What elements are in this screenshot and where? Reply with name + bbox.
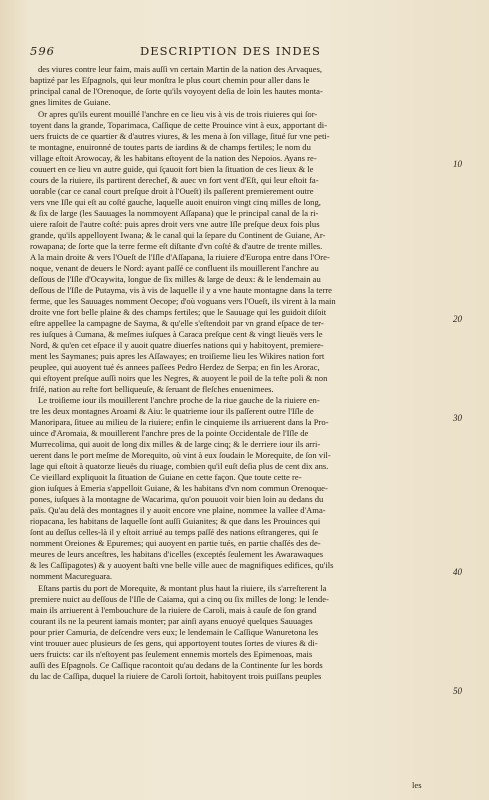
text-line: noque, venant de deuers le Nord: ayant paſſé ce confluent ils mouillerent l'anchre au bbox=[30, 262, 319, 273]
text-line: ferme, que les Sauuages nomment Oecope; d'où voguans vers l'Oueſt, ils virent à la main bbox=[30, 295, 336, 306]
text-line: uince d'Aromaia, & mouillerent l'anchre pres de la pointe Occidentale de l'Iſle de bbox=[30, 428, 309, 438]
margin-line-number: 40 bbox=[453, 567, 462, 577]
paragraph bbox=[30, 395, 446, 582]
page-number: 596 bbox=[30, 44, 55, 58]
text-line: païs. Qu'au delà des montagnes il y auoit encore vne plaine, nommee la vallee d'Ama- bbox=[30, 505, 326, 515]
text-line: & les Caſſipagotes) & y auoyent baſti vne belle ville auec de magnifiques edifices, qu'ils bbox=[30, 560, 334, 570]
text-line: nomment Macureguara. bbox=[30, 571, 113, 581]
text-line: vint trouuer auec plusieurs de ſes gens, qui apportoyent toutes ſortes de viures & di- bbox=[30, 637, 318, 648]
text-line: te montagne, enuironné de toutes parts de iardins & de champs fertiles; le nom du bbox=[30, 141, 311, 152]
margin-line-number: 30 bbox=[453, 413, 462, 423]
running-title: DESCRIPTION DES INDES bbox=[140, 44, 321, 58]
text-line: gion iuſques à Emeria s'appelloit Guiane, & les habitans d'vn nom commun Orenoque- bbox=[30, 483, 328, 493]
margin-line-number: 10 bbox=[453, 159, 462, 169]
text-line: friſé, nation au reſte fort belliqueuſe, & ſeruant de fleſches enuenimees. bbox=[30, 383, 274, 394]
text-line: nomment Oreiones & Epuremes; qui auoyent en partie tués, en partie chaſſés des de- bbox=[30, 538, 321, 548]
text-line: baptizé par les Eſpagnols, qui leur monſtra le plus court chemin pour aller dans le bbox=[30, 75, 310, 85]
margin-line-number: 20 bbox=[453, 314, 462, 324]
text-line: eſtre appellee la campagne de Sayma, & qu'elle s'eſtendoit par vn grand eſpace de ter- bbox=[30, 317, 324, 328]
text-line: uers fruicts: car ils n'eſtoyent pas ſeulement ennemis mortels des Epimenoas, mais bbox=[30, 648, 313, 659]
text-line: village eſtoit Arowocay, & les habitans eſtoyent de la nation des Nepoios. Ayans re- bbox=[30, 152, 317, 163]
margin-line-number: 50 bbox=[453, 686, 462, 696]
text-line: couuert en ce lieu vn autre guide, qui ſçauoit fort bien la ſituation de ces lieux & le bbox=[30, 163, 314, 174]
body-text bbox=[30, 64, 446, 682]
running-header bbox=[30, 44, 450, 60]
text-line: peuplee, qui auoyent tué és annees paſſees Pedro Herdez de Serpa; en fin les Arorac, bbox=[30, 361, 320, 372]
paragraph bbox=[30, 583, 446, 682]
text-line: vers vne Iſle qui eſt au coſté gauche, laquelle auoit enuiron vingt cinq milles de long, bbox=[30, 196, 321, 207]
text-line: Eſtans partis du port de Morequite, & montant plus haut la riuiere, ils s'arreſterent la bbox=[38, 582, 327, 593]
text-line: du lac de Caſſipa, duquel la riuiere de Caroli ſortoit, habitoyent trois puiſſans peuples bbox=[30, 670, 322, 681]
text-line: Murrecolima, qui auoit de long dix milles & de large cinq; & le derriere iour ils arri- bbox=[30, 439, 321, 449]
text-line: qui eſtoyent preſque auſſi noirs que les Negres, & auoyent le poil de la teſte poli & non bbox=[30, 372, 328, 383]
paragraph bbox=[30, 109, 446, 395]
text-line: tre les deux montagnes Aroami & Aiu: le quatrieme iour ils paſſerent outre l'Iſle de bbox=[30, 406, 314, 416]
text-line: toyent dans la grande, Toparimaca, Caſſique de cette Prouince vint à eux, apportant di- bbox=[30, 119, 328, 130]
text-line: premiere nuict au deſſous de l'Iſle de Caiama, qui a cinq ou ſix milles de long: le lende- bbox=[30, 593, 329, 604]
text-line: Or apres qu'ils eurent mouillé l'anchre en ce lieu vis à vis de trois riuieres qui ſor- bbox=[38, 108, 318, 119]
catchword: les bbox=[412, 780, 422, 790]
text-line: Le troiſieme iour ils mouillerent l'anchre proche de la riue gauche de la riuiere en- bbox=[38, 395, 320, 405]
text-line: gnes limites de Guiane. bbox=[30, 97, 111, 107]
text-line: droite vne fort belle plaine & des champs fertiles; que le Sauuage qui les guidoit diſoit bbox=[30, 306, 327, 317]
text-line: ſont au deſſus celles-là il y eſtoit arriué au temps paſſé des nations eſtrangeres, qui ſe bbox=[30, 527, 319, 537]
text-line: res iuſques à Cumana, & meſmes iuſques à Caraca preſque cent & vingt lieuës vers le bbox=[30, 328, 323, 339]
text-line: cours de la riuiere, ils partirent derechef, & auec vn fort vent d'Eſt, qui leur eſtoit fa- bbox=[30, 174, 319, 185]
text-line: pones, iuſques à la montagne de Wacarima, qu'on pouuoit voir bien loin au dedans du bbox=[30, 494, 324, 504]
text-line: A la main droite & vers l'Oueſt de l'Iſle d'Aſſapana, la riuiere d'Europa entre dans l'Ore- bbox=[30, 251, 330, 262]
text-line: deſſous de l'Iſle d'Ocaywita, longue de ſix milles & large de deux: & le lendemain au bbox=[30, 273, 321, 284]
text-line: uorable (car ce canal court preſque droit à l'Oueſt) ils paſſerent premierement outre bbox=[30, 185, 314, 196]
text-line: Nord, & qu'en cet eſpace il y auoit quatre diuerſes nations qui y habitoyent, premiere- bbox=[30, 339, 324, 350]
text-line: uers fruicts de ce quartier & d'autres viures, & les mena à ſon village, ſitué ſur vne peti- bbox=[30, 130, 330, 141]
text-line: principal canal de l'Orenoque, de ſorte qu'ils voyoyent deſia de loin les hautes monta- bbox=[30, 86, 323, 96]
text-line: ment les Saymanes; puis apres les Aſſawayes; en troiſieme lieu les Wikires nation fort bbox=[30, 350, 325, 361]
text-line: rowapana; de ſorte que la terre ferme eſt diſtante d'vn coſté & d'autre de trente milles. bbox=[30, 240, 323, 251]
text-line: uiere raſoit de l'autre coſté: puis apres droit vers vne autre Iſle preſque deux fois plus bbox=[30, 218, 320, 229]
text-line: riopacana, les habitans de laquelle ſont auſſi Guianites; & que dans les Prouinces qui bbox=[30, 516, 321, 526]
text-line: auſſi des Eſpagnols. Ce Caſſique racontoit qu'au dedans de la Continente ſur les bords bbox=[30, 659, 323, 670]
text-line: deſſous de l'Iſle de Putayma, vis à vis de laquelle il y a vne haute montagne dans la terre bbox=[30, 284, 332, 295]
text-line: meures de leurs anceſtres, les habitans d'icelles (exceptés ſeulement les Awarawaques bbox=[30, 549, 324, 559]
text-line: courant ils ne la peurent iamais monter; par ainſi ayans enuoyé quelques Sauuages bbox=[30, 615, 313, 626]
text-line: des viures contre leur faim, mais auſſi vn certain Martin de la nation des Arvaques, bbox=[38, 64, 322, 74]
text-line: Ce vieillard expliquoit la ſituation de Guiane en cette façon. Que toute cette re- bbox=[30, 472, 302, 482]
text-line: lage qui eſtoit à quatorze lieuës du riuage, combien qu'il euſt deſia plus de cent dix ans. bbox=[30, 461, 329, 471]
text-line: pour prier Camuria, de deſcendre vers eux; le lendemain le Caſſique Wanuretona les bbox=[30, 626, 319, 637]
text-line: Manoripara, ſituee au milieu de la riuiere; enfin le cinquieme ils arriuerent dans la Pro- bbox=[30, 417, 329, 427]
text-line: grande, qu'ils appelloyent Iwana; & le canal qui la ſepare du Continent de Guiane, Ar- bbox=[30, 229, 326, 240]
text-line: main ils arriuerent à l'embouchure de la riuiere de Caroli, mais à cauſe de ſon grand bbox=[30, 604, 317, 615]
paragraph bbox=[30, 64, 446, 108]
text-line: & ſix de large (les Sauuages la nommoyent Aſſapana) que le principal canal de la ri- bbox=[30, 207, 319, 218]
text-line: uerent dans le port meſme de Morequito, où vint à eux ſoudain le Morequite, de ſon vil- bbox=[30, 450, 331, 460]
